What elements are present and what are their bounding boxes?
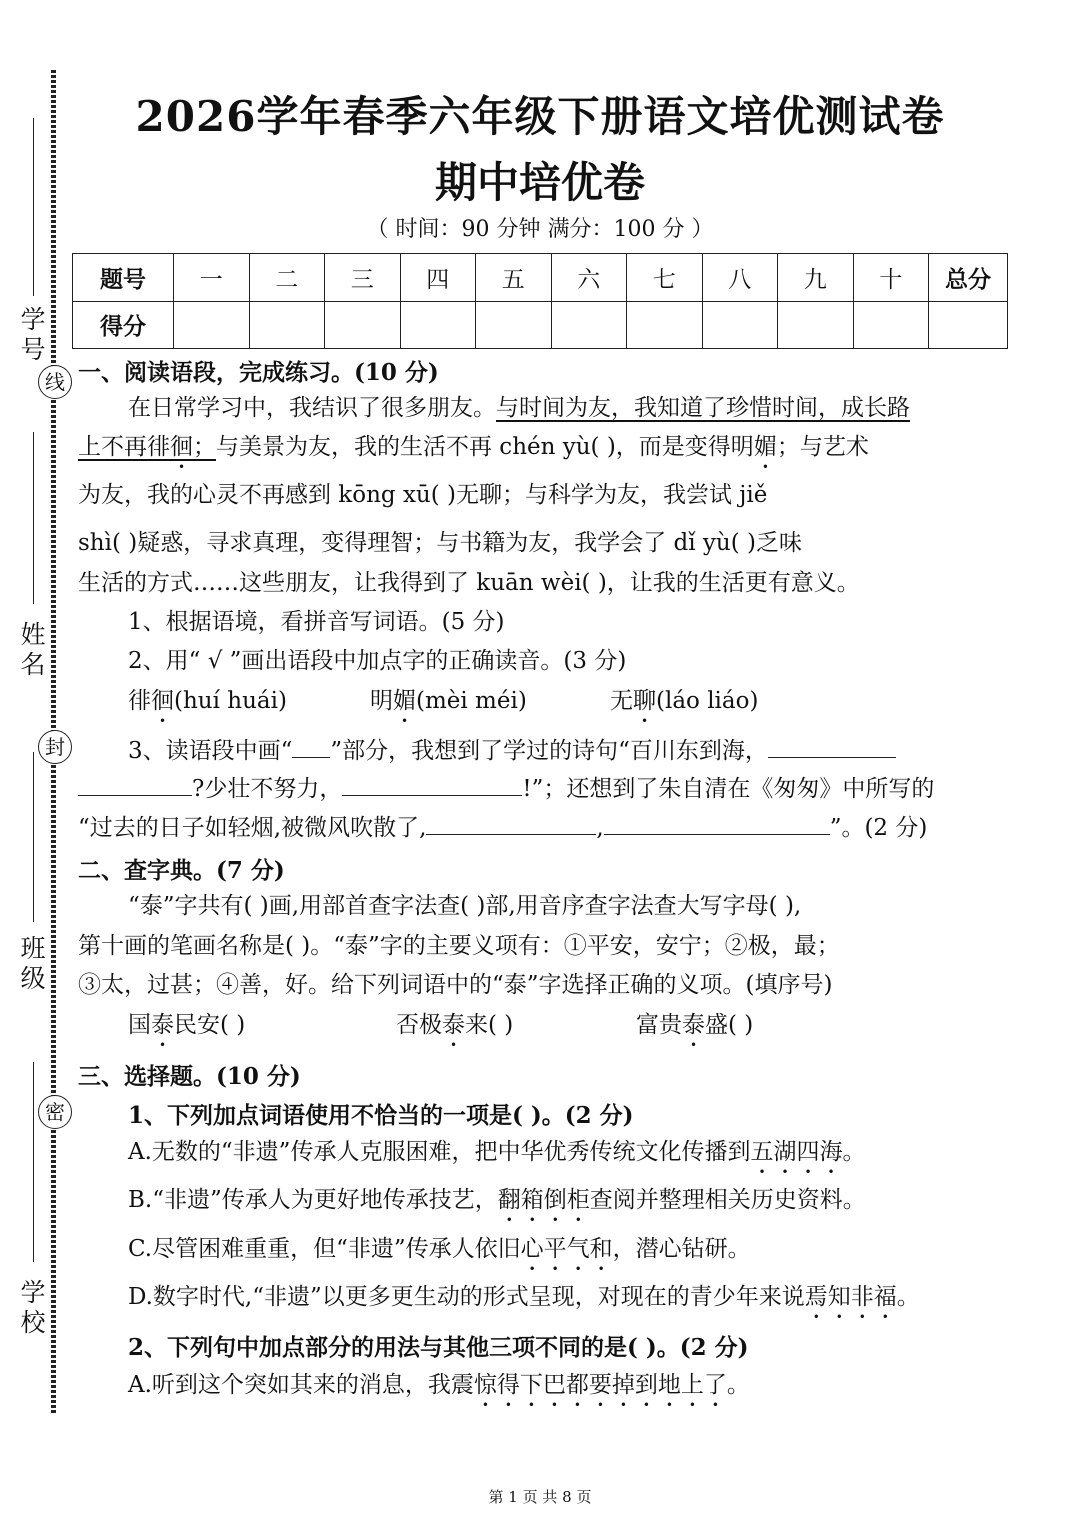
section2-heading: 二、查字典。(7 分) [78, 857, 285, 884]
score-header-cell: 七 [627, 254, 703, 302]
s1-question-3-line-3 [78, 812, 927, 843]
s1-question-2: 2、用“ √ ”画出语段中加点字的正确读音。(3 分) [128, 648, 627, 674]
seal-feng: 封 [38, 730, 72, 764]
answer-blank[interactable] [78, 773, 192, 796]
option-text: 查阅并整理相关历史资料。 [589, 1187, 866, 1213]
word-part: 盛( ) [705, 1012, 754, 1038]
score-header-cell: 五 [476, 254, 552, 302]
dotted-char: 泰 [151, 1012, 174, 1038]
question-text: “过去的日子如轻烟,被微风吹散了, [78, 815, 427, 841]
word-char: 徘 [128, 688, 151, 714]
word-char: 无 [610, 688, 633, 714]
school-label: 学 校 [20, 1278, 46, 1337]
pinyin-choice-2 [370, 686, 527, 728]
underline-marker [292, 735, 330, 758]
time-info: （ 时间：90 分钟 满分：100 分 ） [366, 217, 714, 242]
score-cell[interactable] [853, 301, 929, 349]
dotted-char: 徊 [151, 688, 174, 714]
s1-question-3-line-1 [128, 735, 896, 766]
dotted-phrase: 惊得下巴都要掉到地上了 [473, 1372, 727, 1398]
answer-blank[interactable] [768, 735, 896, 758]
student-number-label: 学 号 [20, 305, 46, 364]
page-subtitle: 期中培优卷 [434, 158, 645, 207]
score-header-cell: 一 [174, 254, 250, 302]
score-cell[interactable] [400, 301, 476, 349]
dotted-char: 泰 [442, 1012, 465, 1038]
answer-blank[interactable] [426, 812, 596, 835]
dotted-char: 聊 [633, 688, 656, 714]
class-label: 班 级 [20, 934, 46, 993]
s3-question-2: 2、下列句中加点部分的用法与其他三项不同的是( )。(2 分) [128, 1334, 749, 1361]
s3-q1-option-c [128, 1234, 751, 1276]
word-part: 来( ) [465, 1012, 514, 1038]
s2-word-3 [636, 1010, 753, 1052]
score-header-cell: 题号 [73, 254, 174, 302]
score-header-cell: 三 [325, 254, 401, 302]
score-header-cell: 六 [551, 254, 627, 302]
question-text: , [596, 815, 604, 841]
passage-underlined: ； [193, 434, 216, 460]
dotted-phrase: 心平气和 [520, 1236, 613, 1262]
dotted-char: 媚 [393, 688, 416, 714]
option-text: 。 [896, 1284, 920, 1310]
option-text: A.无数的“非遗”传承人克服困难，把中华优秀传统文化传播到 [128, 1139, 751, 1165]
score-table [72, 253, 1008, 349]
score-header-cell: 十 [853, 254, 929, 302]
option-text: A.听到这个突如其来的消息，我震 [128, 1372, 474, 1398]
dotted-phrase: 焉知非福 [804, 1284, 897, 1310]
question-text: 3、读语段中画“ [128, 738, 293, 764]
score-cell[interactable] [627, 301, 703, 349]
score-cell[interactable] [778, 301, 854, 349]
word-part: 国 [128, 1012, 151, 1038]
page-footer: 第 1 页 共 8 页 [488, 1488, 592, 1506]
dotted-phrase: 翻箱倒柜 [497, 1187, 590, 1213]
name-label: 姓 名 [20, 620, 46, 679]
option-text: 。 [842, 1139, 866, 1165]
passage-text: ；与艺术 [776, 434, 869, 460]
score-cell[interactable] [174, 301, 250, 349]
score-value-row [73, 301, 1008, 349]
answer-blank[interactable] [604, 812, 830, 835]
class-fill-line [33, 752, 34, 922]
passage-line-3: 为友，我的心灵不再感到 kōng xū( )无聊；与科学为友，我尝试 jiě [78, 482, 768, 508]
s3-q2-option-a [128, 1370, 750, 1412]
score-cell[interactable] [929, 301, 1008, 349]
dotted-phrase: 五湖四海 [750, 1139, 843, 1165]
option-text: B.“非遗”传承人为更好地传承技艺， [128, 1187, 498, 1213]
s3-q1-option-d [128, 1282, 920, 1324]
name-fill-line [33, 432, 34, 604]
option-text: C.尽管困难重重，但“非遗”传承人依旧 [128, 1236, 521, 1262]
s2-line-2: 第十画的笔画名称是( )。“泰”字的主要义项有：①平安，安宁；②极，最； [78, 933, 840, 959]
passage-underlined: 上不再徘 [78, 434, 170, 460]
score-row-label: 得分 [73, 301, 174, 349]
page-title: 2026学年春季六年级下册语文培优测试卷 [135, 92, 945, 141]
pinyin-options: (mèi méi) [416, 688, 527, 714]
word-part: 富贵 [636, 1012, 682, 1038]
question-text: !”；还想到了朱自清在《匆匆》中所写的 [522, 776, 935, 802]
score-cell[interactable] [325, 301, 401, 349]
score-cell[interactable] [476, 301, 552, 349]
question-text: ”。(2 分) [829, 815, 928, 841]
word-part: 民安( ) [174, 1012, 246, 1038]
s2-line-1: “泰”字共有( )画,用部首查字法查( )部,用音序查字法查大写字母( ), [128, 893, 802, 919]
seal-mi: 密 [38, 1095, 72, 1129]
word-char: 明 [370, 688, 393, 714]
score-header-cell: 总分 [929, 254, 1008, 302]
s3-question-1: 1、下列加点词语使用不恰当的一项是( )。(2 分) [128, 1102, 634, 1129]
s1-question-1: 1、根据语境，看拼音写词语。(5 分) [128, 609, 505, 635]
s3-q1-option-b [128, 1185, 866, 1227]
pinyin-options: (huí huái) [174, 688, 287, 714]
dotted-char: 媚 [753, 434, 777, 460]
passage-underlined: 与时间为友，我知道了珍惜时间，成长路 [496, 395, 910, 421]
section1-heading: 一、阅读语段，完成练习。(10 分) [78, 359, 439, 386]
option-text: D.数字时代,“非遗”以更多更生动的形式呈现，对现在的青少年来说 [128, 1284, 805, 1310]
section3-heading: 三、选择题。(10 分) [78, 1063, 301, 1090]
score-cell[interactable] [249, 301, 325, 349]
score-header-cell: 二 [249, 254, 325, 302]
dotted-char: 徊 [170, 434, 193, 460]
dotted-char: 泰 [682, 1012, 705, 1038]
school-fill-line [33, 1062, 34, 1262]
option-text: 。 [726, 1372, 750, 1398]
question-text: ?少壮不努力， [192, 776, 343, 802]
score-cell[interactable] [702, 301, 778, 349]
score-cell[interactable] [551, 301, 627, 349]
score-header-cell: 四 [400, 254, 476, 302]
passage-line-2 [78, 432, 869, 474]
s1-question-3-line-2 [78, 773, 934, 804]
passage-line-1 [128, 393, 910, 423]
passage-text: 与美景为友，我的生活不再 chén yù( )，而是变得明 [216, 434, 754, 460]
s2-line-3: ③太，过甚；④善，好。给下列词语中的“泰”字选择正确的义项。(填序号) [78, 972, 833, 998]
s2-word-2 [396, 1010, 513, 1052]
score-header-cell: 八 [702, 254, 778, 302]
s2-word-1 [128, 1010, 245, 1052]
pinyin-choice-1 [128, 686, 287, 728]
answer-blank[interactable] [342, 773, 522, 796]
question-text: ”部分，我想到了学过的诗句“百川东到海， [330, 738, 768, 764]
passage-line-5: 生活的方式……这些朋友，让我得到了 kuān wèi( )，让我的生活更有意义。 [78, 570, 860, 596]
passage-line-4: shì( )疑惑，寻求真理，变得理智；与书籍为友，我学会了 dǐ yù( )乏味 [78, 530, 802, 556]
passage-text: 在日常学习中，我结识了很多朋友。 [128, 395, 496, 421]
option-text: ，潜心钻研。 [612, 1236, 751, 1262]
word-part: 否极 [396, 1012, 442, 1038]
seal-xian: 线 [38, 365, 72, 399]
pinyin-options: (láo liáo) [656, 688, 759, 714]
score-header-cell: 九 [778, 254, 854, 302]
s3-q1-option-a [128, 1137, 865, 1179]
score-header-row [73, 254, 1008, 302]
pinyin-choice-3 [610, 686, 758, 728]
